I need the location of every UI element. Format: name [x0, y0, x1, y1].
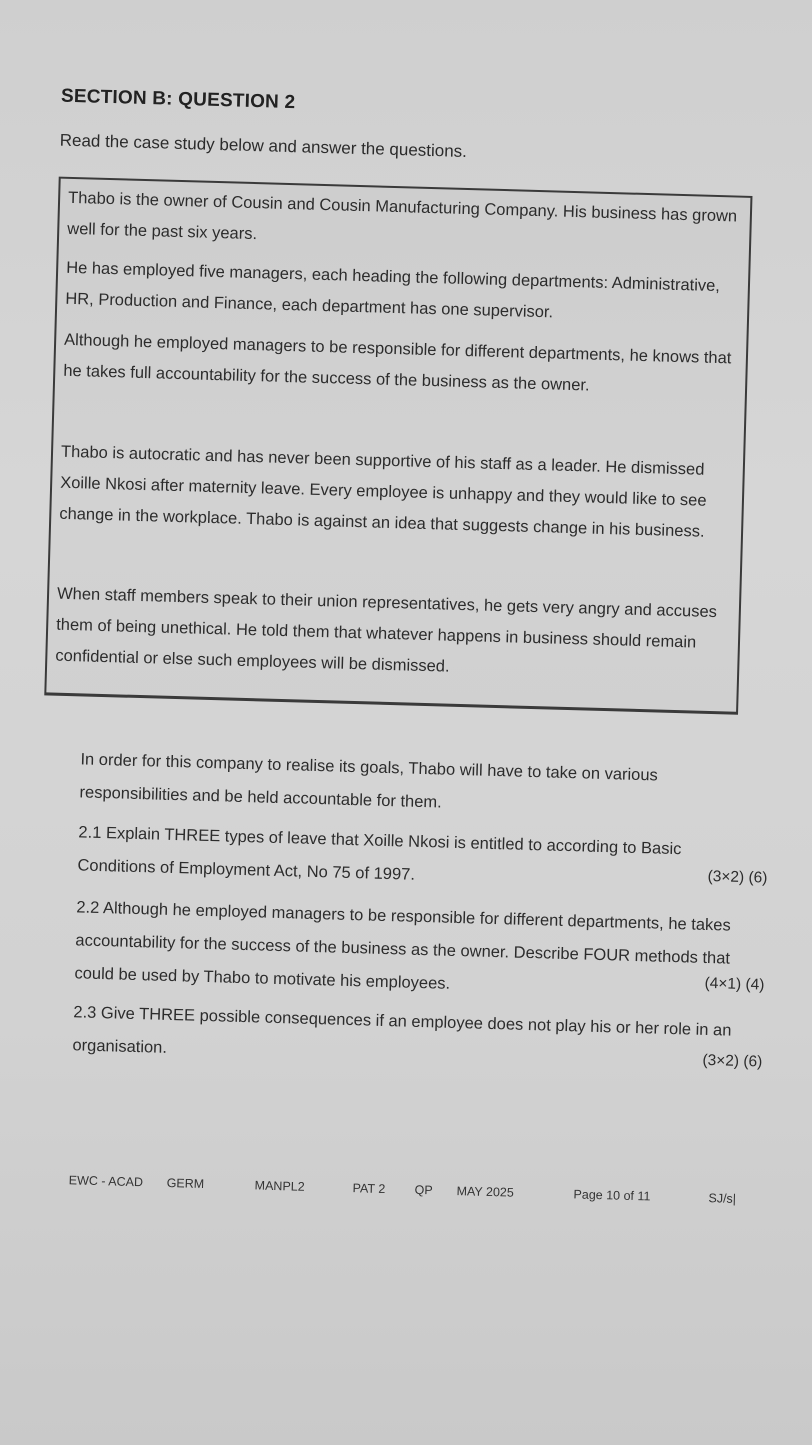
footer-institution: EWC - ACAD — [68, 1173, 144, 1190]
question-text: 2.2 Although he employed managers to be responsible for different departments, he takes accountability for the success of the business as the owner. Describe FOUR methods that could be used by Thabo to motivate his employees. — [74, 898, 731, 993]
section-heading: SECTION B: QUESTION 2 — [60, 85, 296, 114]
question-2-1 — [77, 816, 769, 901]
question-2-3 — [72, 996, 764, 1081]
footer-task: PAT 2 — [352, 1181, 386, 1197]
case-paragraph-5: When staff members speak to their union representatives, he gets very angry and accuses them of being unethical. He told them that whatever happens in business should remain confidential or else such employees will be dismissed. — [55, 584, 718, 676]
footer-language: GERM — [166, 1175, 205, 1192]
case-study-box — [44, 177, 752, 715]
case-paragraph-4: Thabo is autocratic and has never been supportive of his staff as a leader. He dismissed Xoille Nkosi after maternity leave. Every employee is unhappy and they would like to see change in the workplace. Thabo is against an idea that suggests change in his business. — [59, 442, 707, 541]
case-paragraph-1: Thabo is the owner of Cousin and Cousin Manufacturing Company. His business has grown well for the past six years. — [67, 188, 738, 244]
case-paragraph-2: He has employed five managers, each heading the following departments: Administrative, HR, Production and Finance, each department has one supervisor. — [65, 258, 721, 322]
case-paragraph-3: Although he employed managers to be responsible for different departments, he knows that he takes full accountability for the success of the business as the owner. — [63, 330, 732, 395]
footer-doc-type: QP — [414, 1182, 433, 1198]
footer-date: MAY 2025 — [456, 1184, 514, 1200]
intro-text: In order for this company to realise its goals, Thabo will have to take on various responsibilities and be held accountable for them. — [79, 750, 659, 812]
question-2-2 — [74, 891, 766, 1009]
question-marks: (4×1) (4) — [704, 974, 765, 994]
footer-subject: MANPL2 — [254, 1178, 305, 1194]
question-text: 2.1 Explain THREE types of leave that Xoille Nkosi is entitled to according to Basic Conditions of Employment Act, No 75 of 1997. — [77, 823, 682, 884]
footer-initials: SJ/s| — [708, 1191, 737, 1206]
page-footer — [68, 1173, 759, 1206]
footer-page-number: Page 10 of 11 — [573, 1187, 651, 1204]
question-marks: (3×2) (6) — [707, 867, 768, 887]
question-text: 2.3 Give THREE possible consequences if an employee does not play his or her role in an organisation. — [72, 1003, 732, 1057]
question-marks: (3×2) (6) — [702, 1051, 763, 1071]
exam-sheet — [7, 60, 780, 1260]
instruction-text: Read the case study below and answer the questions. — [59, 130, 468, 161]
intro-paragraph — [79, 743, 771, 828]
